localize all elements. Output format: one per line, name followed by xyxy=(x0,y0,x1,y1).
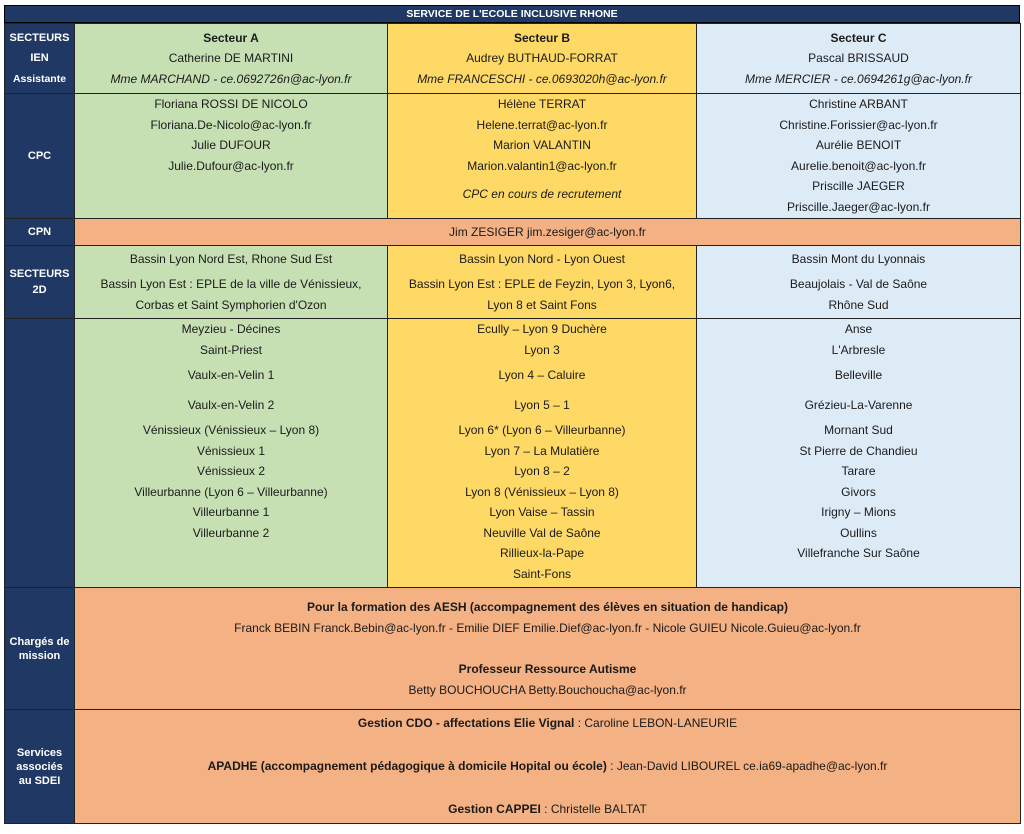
row-cpn xyxy=(5,219,1021,246)
sector-b-cpc xyxy=(388,94,697,219)
cpc-line: Christine ARBANT xyxy=(809,97,908,111)
circonscription: Rillieux-la-Pape xyxy=(499,546,585,560)
circonscription: Lyon 7 – La Mulatière xyxy=(484,443,600,458)
circonscription: Villeurbanne 2 xyxy=(192,525,270,540)
cpc-line: Aurélie BENOIT xyxy=(815,138,902,152)
sector-c-header xyxy=(697,24,1021,94)
circonscription: Villeurbanne (Lyon 6 – Villeurbanne) xyxy=(134,484,328,499)
apadhe-title: APADHE (accompagnement pédagogique à domicile Hopital ou école) xyxy=(207,759,607,773)
circonscription: Lyon 4 – Caluire xyxy=(498,368,586,382)
services-cell xyxy=(75,710,1021,824)
sector-b-circonscriptions xyxy=(388,319,697,588)
circonscription: Vénissieux 2 xyxy=(196,464,266,478)
circonscription: Irigny – Mions xyxy=(821,505,896,519)
circonscription: Grézieu-La-Varenne xyxy=(804,397,913,412)
circonscription: Villeurbanne 1 xyxy=(192,505,270,519)
cpc-line: Priscille.Jaeger@ac-lyon.fr xyxy=(787,199,930,214)
row-ien xyxy=(5,24,1021,94)
cappei-person: : Christelle BALTAT xyxy=(540,802,647,816)
sector-assistante: Mme MARCHAND - ce.0692726n@ac-lyon.fr xyxy=(110,71,352,86)
sector-b-header xyxy=(388,24,697,94)
label-services xyxy=(5,710,75,824)
circonscription: Meyzieu - Décines xyxy=(181,322,281,336)
circonscription: Lyon 8 – 2 xyxy=(514,464,570,478)
sector-b-2d xyxy=(388,246,697,319)
secteur-2d-line: Beaujolais - Val de Saône xyxy=(789,277,928,292)
cpc-note: CPC en cours de recrutement xyxy=(462,187,622,201)
label-assistante: Assistante xyxy=(12,72,67,85)
sector-a-2d xyxy=(75,246,388,319)
sector-a-circonscriptions xyxy=(75,319,388,588)
cpc-line: Marion VALANTIN xyxy=(493,138,591,152)
cpn-cell xyxy=(75,219,1021,246)
secteur-2d-line: Bassin Lyon Est : EPLE de la ville de Vénissieux, xyxy=(100,277,362,292)
sector-c-cpc xyxy=(697,94,1021,219)
sector-a-header xyxy=(75,24,388,94)
secteur-2d-line: Bassin Mont du Lyonnais xyxy=(791,251,926,266)
circonscription: Villefranche Sur Saône xyxy=(797,546,920,560)
cappei-title: Gestion CAPPEI xyxy=(448,802,541,816)
row-circonscriptions xyxy=(5,319,1021,588)
circonscription: Vénissieux 1 xyxy=(196,443,266,458)
sector-c-2d xyxy=(697,246,1021,319)
circonscription: Vaulx-en-Velin 2 xyxy=(187,397,275,412)
circonscription: Givors xyxy=(841,484,876,499)
cpc-line: Floriana ROSSI DE NICOLO xyxy=(154,97,308,111)
circonscription: L'Arbresle xyxy=(831,342,886,357)
secteur-2d-line: Corbas et Saint Symphorien d'Ozon xyxy=(135,297,327,312)
circonscription: Lyon 5 – 1 xyxy=(514,397,570,412)
label-secteurs-2d-line2: 2D xyxy=(32,284,47,296)
sector-ien: Pascal BRISSAUD xyxy=(808,51,909,66)
cpc-line: Julie.Dufour@ac-lyon.fr xyxy=(168,158,294,173)
cpn-person: Jim ZESIGER jim.zesiger@ac-lyon.fr xyxy=(449,224,646,239)
apadhe-person: : Jean-David LIBOUREL ce.ia69-apadhe@ac-lyon.fr xyxy=(606,759,888,773)
sector-name: Secteur A xyxy=(203,30,259,45)
aesh-people: Franck BEBIN Franck.Bebin@ac-lyon.fr - Emilie DIEF Emilie.Dief@ac-lyon.fr - Nicole GUIEU Nicole.Guieu@ac-lyon.fr xyxy=(234,620,861,635)
circonscription: Anse xyxy=(844,322,873,336)
label-empty xyxy=(5,319,75,588)
cpc-line: Priscille JAEGER xyxy=(812,179,905,193)
circonscription: Saint-Fons xyxy=(512,566,572,581)
secteur-2d-line: Rhône Sud xyxy=(828,297,889,312)
cpc-line: Marion.valantin1@ac-lyon.fr xyxy=(467,158,617,173)
sector-assistante: Mme FRANCESCHI - ce.0693020h@ac-lyon.fr xyxy=(417,71,667,86)
label-charges-line1: Chargés de xyxy=(9,635,70,648)
circonscription: Tarare xyxy=(841,464,876,478)
circonscription: Ecully – Lyon 9 Duchère xyxy=(477,322,607,336)
circonscription: Oullins xyxy=(840,525,877,540)
circonscription: Vénissieux (Vénissieux – Lyon 8) xyxy=(142,423,320,437)
label-cpc: CPC xyxy=(5,94,75,219)
secteur-2d-line: Bassin Lyon Nord - Lyon Ouest xyxy=(459,251,625,266)
cdo-line xyxy=(75,713,1020,734)
cpc-line: Helene.terrat@ac-lyon.fr xyxy=(476,117,608,132)
cdo-person: : Caroline LEBON-LANEURIE xyxy=(574,716,738,730)
row-secteurs-2d xyxy=(5,246,1021,319)
autisme-people: Betty BOUCHOUCHA Betty.Bouchoucha@ac-lyon.fr xyxy=(408,682,687,697)
circonscription: Lyon 3 xyxy=(524,342,560,357)
label-secteurs-2d-line1: SECTEURS xyxy=(9,268,70,280)
circonscription: St Pierre de Chandieu xyxy=(799,443,918,458)
sector-name: Secteur B xyxy=(513,30,571,45)
row-charges-mission xyxy=(5,588,1021,710)
label-ien: IEN xyxy=(30,52,49,65)
page-title: SERVICE DE L'ECOLE INCLUSIVE RHONE xyxy=(4,5,1020,23)
cappei-line xyxy=(75,799,1020,820)
circonscription: Lyon 8 (Vénissieux – Lyon 8) xyxy=(465,484,619,499)
label-secteurs-ien xyxy=(5,24,75,94)
aesh-title: Pour la formation des AESH (accompagnement des élèves en situation de handicap) xyxy=(306,599,788,614)
circonscription: Lyon Vaise – Tassin xyxy=(489,505,595,519)
cpc-line: Aurelie.benoit@ac-lyon.fr xyxy=(791,158,926,173)
circonscription: Belleville xyxy=(834,368,883,382)
secteur-2d-line: Lyon 8 et Saint Fons xyxy=(487,297,597,312)
circonscription: Mornant Sud xyxy=(824,423,893,437)
sector-a-cpc xyxy=(75,94,388,219)
label-secteurs-2d xyxy=(5,246,75,319)
cpc-line: Julie DUFOUR xyxy=(191,138,271,152)
row-services xyxy=(5,710,1021,824)
apadhe-line xyxy=(75,756,1020,777)
cpc-line: Hélène TERRAT xyxy=(497,97,587,111)
circonscription: Neuville Val de Saône xyxy=(483,525,601,540)
cdo-title: Gestion CDO - affectations Elie Vignal xyxy=(357,716,575,730)
circonscription: Lyon 6* (Lyon 6 – Villeurbanne) xyxy=(458,423,626,437)
sector-c-circonscriptions xyxy=(697,319,1021,588)
label-services-line1: Services xyxy=(16,746,63,759)
charges-mission-cell xyxy=(75,588,1021,710)
secteur-2d-line: Bassin Lyon Est : EPLE de Feyzin, Lyon 3, Lyon6, xyxy=(408,277,676,292)
label-services-line2: associés xyxy=(16,760,63,773)
cpc-line: Floriana.De-Nicolo@ac-lyon.fr xyxy=(150,117,312,132)
cpc-line: Christine.Forissier@ac-lyon.fr xyxy=(779,117,938,132)
label-secteurs: SECTEURS xyxy=(9,31,70,44)
row-cpc xyxy=(5,94,1021,219)
secteur-2d-line: Bassin Lyon Nord Est, Rhone Sud Est xyxy=(129,251,333,266)
label-charges-mission xyxy=(5,588,75,710)
circonscription: Saint-Priest xyxy=(199,342,263,357)
sector-assistante: Mme MERCIER - ce.0694261g@ac-lyon.fr xyxy=(745,71,972,86)
label-cpn: CPN xyxy=(5,219,75,246)
label-charges-line2: mission xyxy=(18,649,61,662)
sector-ien: Audrey BUTHAUD-FORRAT xyxy=(466,51,618,66)
autisme-title: Professeur Ressource Autisme xyxy=(458,661,637,676)
circonscription: Vaulx-en-Velin 1 xyxy=(187,368,275,382)
sector-ien: Catherine DE MARTINI xyxy=(168,51,294,66)
sdei-table xyxy=(4,23,1021,824)
sector-name: Secteur C xyxy=(830,30,887,45)
label-services-line3: au SDEI xyxy=(18,774,61,787)
